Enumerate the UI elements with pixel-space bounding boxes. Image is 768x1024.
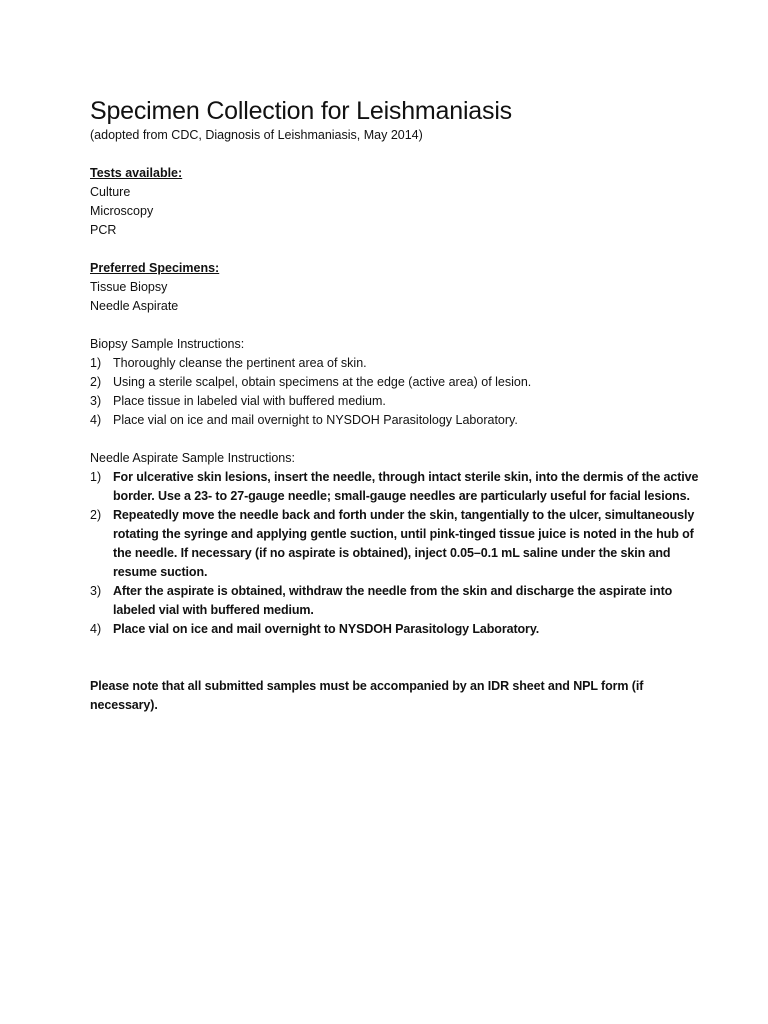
list-item: Microscopy [90, 204, 154, 218]
list-item: Needle Aspirate [90, 299, 179, 313]
page-title: Specimen Collection for Leishmaniasis [90, 97, 512, 125]
page-subtitle: (adopted from CDC, Diagnosis of Leishmaniasis, May 2014) [90, 128, 423, 142]
list-item [90, 506, 700, 582]
list-item [90, 354, 700, 373]
list-item [90, 582, 700, 620]
tests-heading: Tests available: [90, 166, 183, 180]
aspirate-steps [90, 468, 700, 639]
biopsy-steps [90, 354, 700, 430]
specimens-list [90, 278, 700, 316]
step-number: 3) [90, 584, 102, 598]
list-item [90, 411, 700, 430]
biopsy-heading: Biopsy Sample Instructions: [90, 337, 245, 351]
step-text: Place tissue in labeled vial with buffered medium. [113, 394, 386, 408]
spacer [90, 316, 700, 335]
tests-list [90, 183, 700, 240]
step-text: Thoroughly cleanse the pertinent area of skin. [113, 356, 367, 370]
spacer [90, 658, 700, 677]
step-number: 2) [90, 375, 102, 389]
list-item: PCR [90, 223, 117, 237]
step-text: Place vial on ice and mail overnight to NYSDOH Parasitology Laboratory. [113, 622, 540, 636]
list-item: Tissue Biopsy [90, 280, 168, 294]
spacer [90, 240, 700, 259]
step-text: For ulcerative skin lesions, insert the needle, through intact sterile skin, into the dermis of the active border. Use a 23- to 27-gauge needle; small-gauge needles are particularly useful for facial lesions. [113, 470, 699, 503]
step-text: After the aspirate is obtained, withdraw the needle from the skin and discharge the aspirate into labeled vial with buffered medium. [113, 584, 673, 617]
document-page [90, 96, 700, 715]
step-number: 4) [90, 413, 102, 427]
step-text: Repeatedly move the needle back and forth under the skin, tangentially to the ulcer, simultaneously rotating the syringe and applying gentle suction, until pink-tinged tissue juice is noted in the hub of the needle. If necessary (if no aspirate is obtained), inject 0.05–0.1 mL saline under the skin and resume suction. [113, 508, 695, 579]
list-item [90, 620, 700, 639]
list-item [90, 373, 700, 392]
step-number: 4) [90, 622, 102, 636]
aspirate-heading: Needle Aspirate Sample Instructions: [90, 451, 295, 465]
list-item [90, 468, 700, 506]
step-text: Using a sterile scalpel, obtain specimens at the edge (active area) of lesion. [113, 375, 532, 389]
step-number: 2) [90, 508, 102, 522]
spacer [90, 639, 700, 658]
step-text: Place vial on ice and mail overnight to NYSDOH Parasitology Laboratory. [113, 413, 518, 427]
submission-note: Please note that all submitted samples must be accompanied by an IDR sheet and NPL form (if necessary). [90, 679, 644, 712]
list-item: Culture [90, 185, 131, 199]
step-number: 1) [90, 470, 102, 484]
spacer [90, 430, 700, 449]
step-number: 1) [90, 356, 102, 370]
spacer [90, 145, 700, 164]
list-item [90, 392, 700, 411]
step-number: 3) [90, 394, 102, 408]
specimens-heading: Preferred Specimens: [90, 261, 220, 275]
